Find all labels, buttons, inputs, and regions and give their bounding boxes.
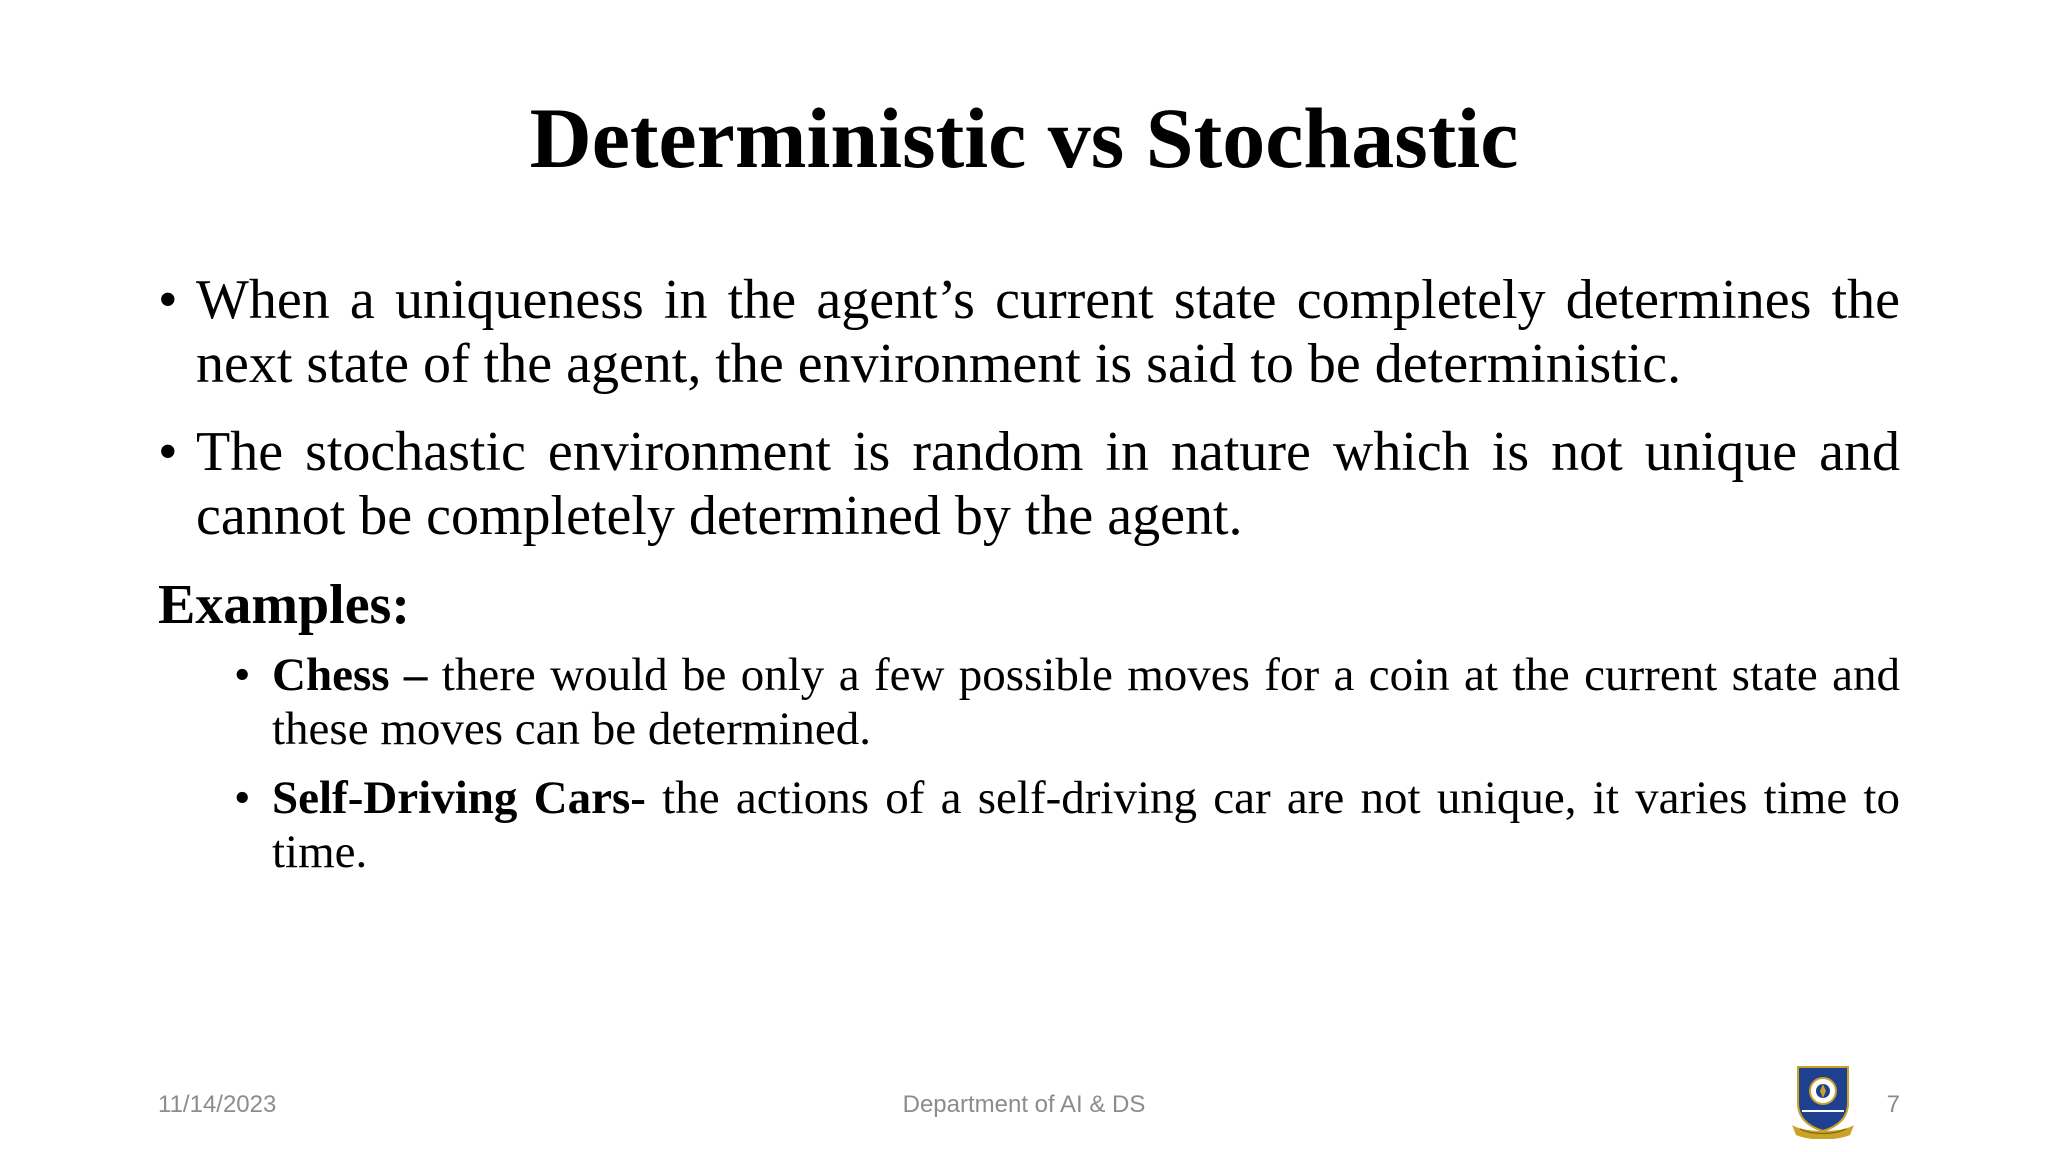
college-crest-logo-icon [1790, 1063, 1856, 1139]
bullet-item [158, 268, 1900, 396]
example-term: Self-Driving Cars- [272, 772, 646, 824]
footer-date: 11/14/2023 [158, 1091, 277, 1118]
bullet-text: When a uniqueness in the agent’s current state completely determines the next state of the agent, the environment is said to be deterministic. [196, 269, 1900, 395]
example-term: Chess – [272, 649, 428, 701]
example-item [234, 771, 1900, 879]
bullet-dot: • [158, 421, 178, 483]
example-text: the actions of a self-driving car are not unique, it varies time to time. [272, 772, 1900, 878]
slide-title: Deterministic vs Stochastic [529, 90, 1519, 186]
bullet-item [158, 420, 1900, 548]
example-text: there would be only a few possible moves for a coin at the current state and these moves can be determined. [272, 649, 1900, 755]
slide-content [158, 268, 1900, 894]
examples-heading: Examples: [158, 574, 410, 636]
example-item [234, 648, 1900, 756]
bullet-dot: • [158, 269, 178, 331]
footer-department: Department of AI & DS [902, 1091, 1146, 1118]
bullet-dot: • [234, 649, 251, 701]
bullet-dot: • [234, 772, 251, 824]
page-number: 7 [1886, 1091, 1900, 1118]
bullet-text: The stochastic environment is random in nature which is not unique and cannot be completely determined by the agent. [196, 421, 1900, 547]
